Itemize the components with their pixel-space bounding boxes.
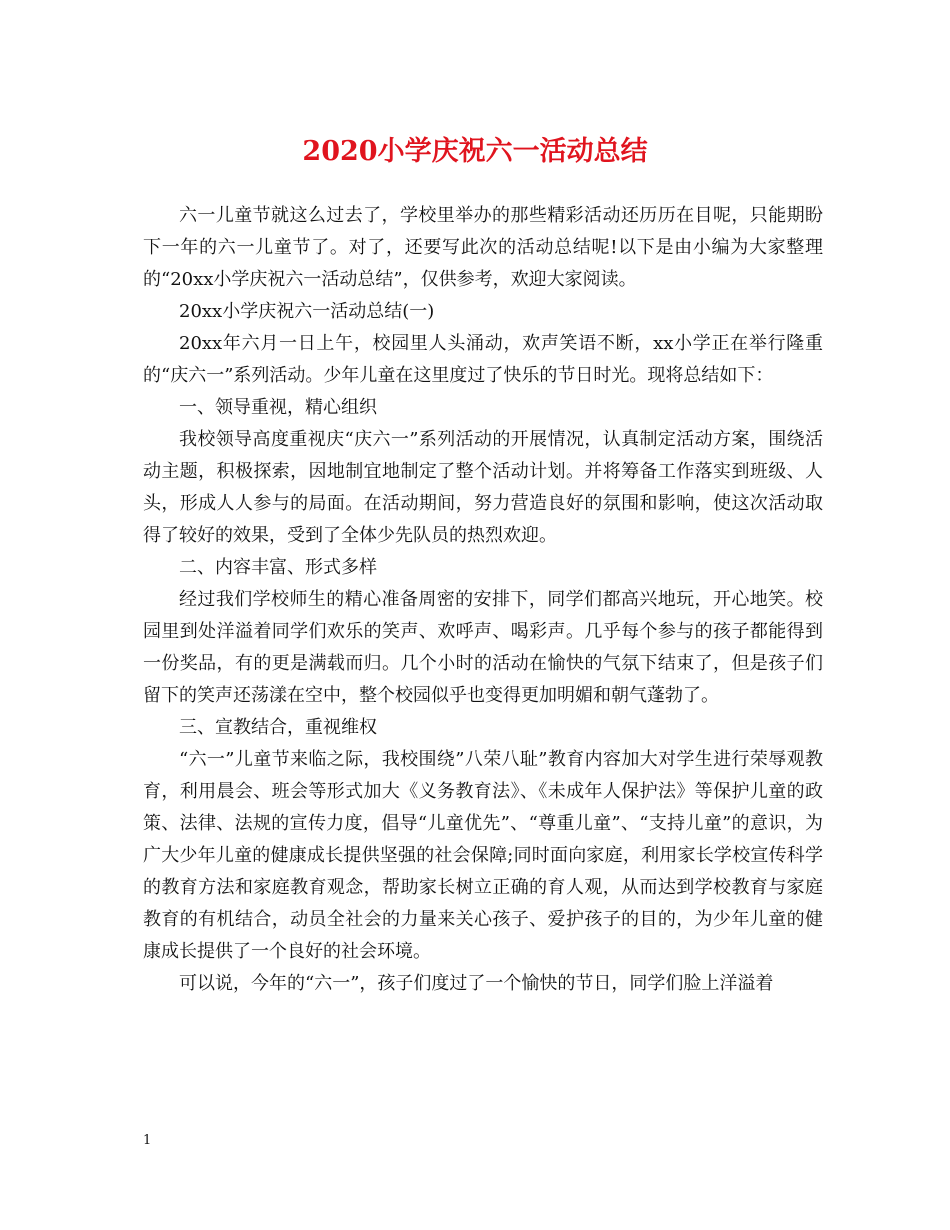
- section-heading-1: 一、领导重视，精心组织: [179, 397, 377, 418]
- document-title: 2020小学庆祝六一活动总结: [302, 136, 648, 167]
- section-heading-3: 三、宣教结合，重视维权: [179, 717, 377, 738]
- section-heading-2: 二、内容丰富、形式多样: [179, 557, 377, 578]
- paragraph-section-1: 我校领导高度重视庆“庆六一”系列活动的开展情况，认真制定活动方案，围绕活动主题，积极探索，因地制宜地制定了整个活动计划。并将筹备工作落实到班级、人头，形成人人参与的局面。在活动期间，努力营造良好的氛围和影响，使这次活动取得了较好的效果，受到了全体少先队员的热烈欢迎。: [143, 429, 823, 546]
- page-number: 1: [143, 1133, 152, 1148]
- paragraph-opening: 20xx年六月一日上午，校园里人头涌动，欢声笑语不断，xx小学正在举行隆重的“庆六一”系列活动。少年儿童在这里度过了快乐的节日时光。现将总结如下：: [143, 333, 823, 386]
- paragraph-section-3: “六一”儿童节来临之际，我校围绕”八荣八耻”教育内容加大对学生进行荣辱观教育，利用晨会、班会等形式加大《义务教育法》、《未成年人保护法》等保护儿童的政策、法律、法规的宣传力度，倡导“儿童优先”、“尊重儿童”、“支持儿童”的意识，为广大少年儿童的健康成长提供坚强的社会保障;同时面向家庭，利用家长学校宣传科学的教育方法和家庭教育观念，帮助家长树立正确的育人观，从而达到学校教育与家庭教育的有机结合，动员全社会的力量来关心孩子、爱护孩子的目的，为少年儿童的健康成长提供了一个良好的社会环境。: [143, 749, 823, 962]
- paragraph-subtitle: 20xx小学庆祝六一活动总结(一): [179, 301, 435, 322]
- document-body: [143, 200, 823, 1000]
- paragraph-section-2: 经过我们学校师生的精心准备周密的安排下，同学们都高兴地玩，开心地笑。校园里到处洋溢着同学们欢乐的笑声、欢呼声、喝彩声。几乎每个参与的孩子都能得到一份奖品，有的更是满载而归。几个小时的活动在愉快的气氛下结束了，但是孩子们留下的笑声还荡漾在空中，整个校园似乎也变得更加明媚和朝气蓬勃了。: [143, 589, 823, 706]
- paragraph-closing: 可以说，今年的“六一”，孩子们度过了一个愉快的节日，同学们脸上洋溢着: [179, 973, 774, 994]
- paragraph-intro: 六一儿童节就这么过去了，学校里举办的那些精彩活动还历历在目呢，只能期盼下一年的六一儿童节了。对了，还要写此次的活动总结呢!以下是由小编为大家整理的“20xx小学庆祝六一活动总结”，仅供参考，欢迎大家阅读。: [143, 205, 823, 290]
